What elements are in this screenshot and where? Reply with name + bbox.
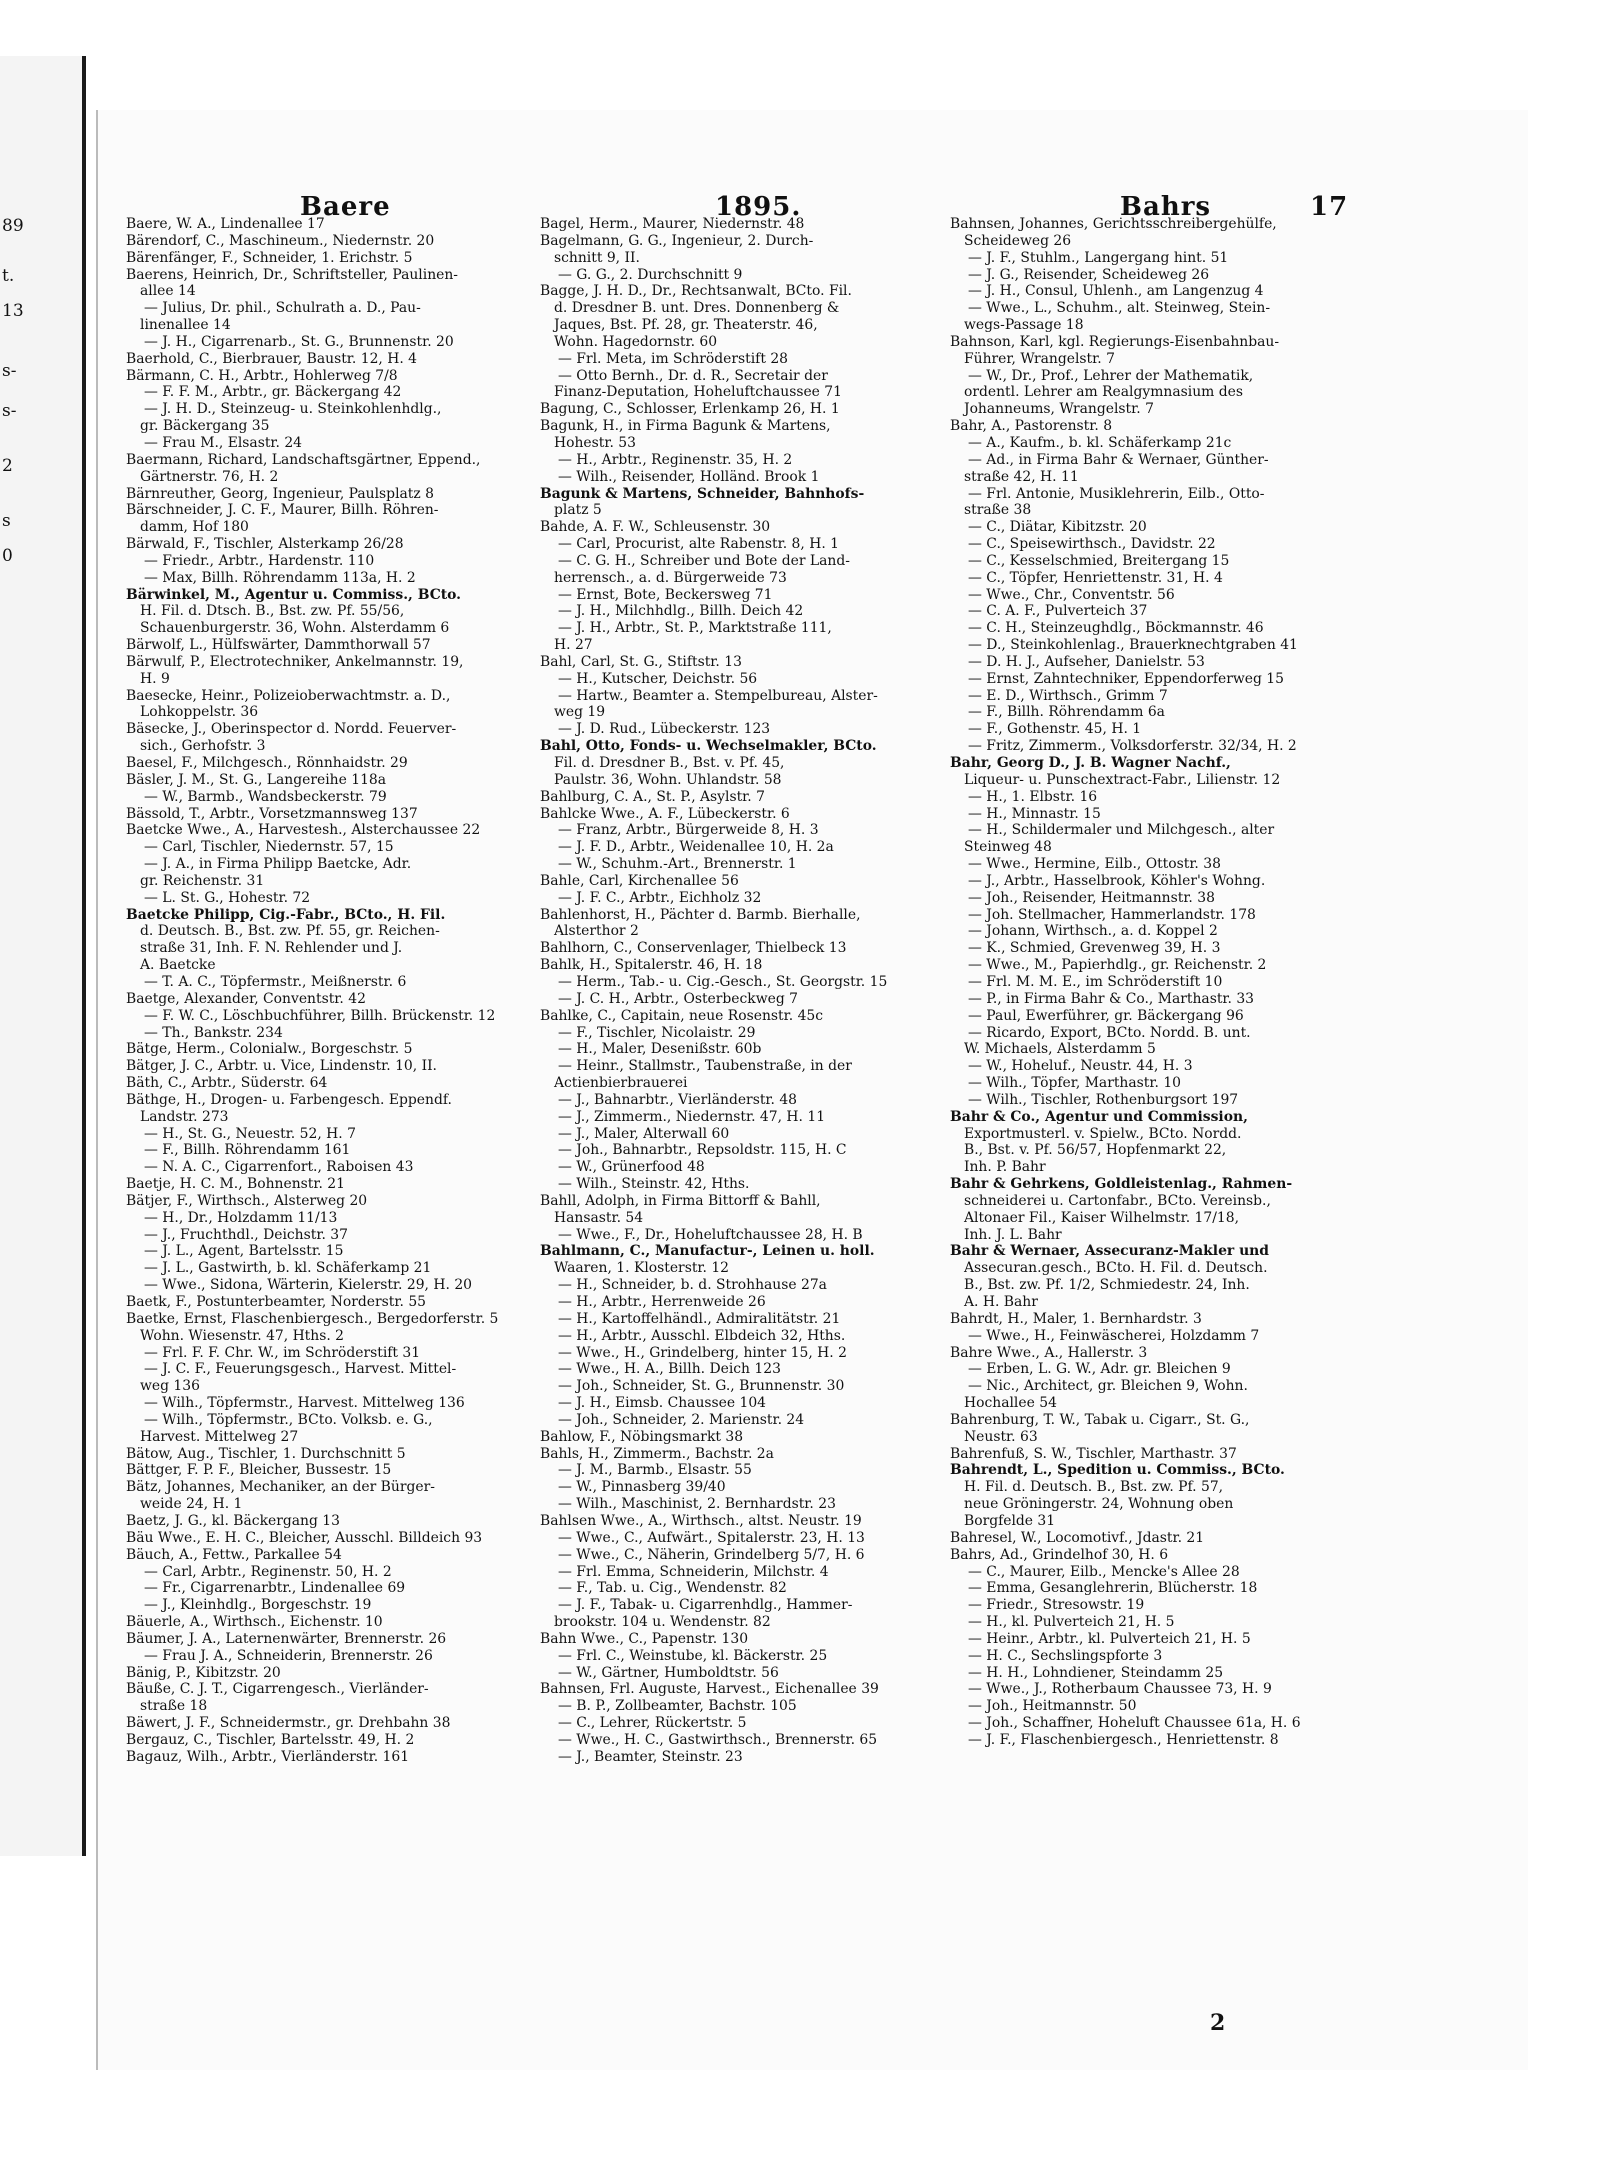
directory-entry-line: — H., Minnastr. 15 (968, 805, 1101, 822)
directory-entry-line: A. Baetcke (140, 957, 216, 974)
directory-entry-line: — Johann, Wirthsch., a. d. Koppel 2 (968, 923, 1218, 940)
directory-entry-line: — Franz, Arbtr., Bürgerweide 8, H. 3 (558, 822, 819, 839)
directory-entry-line: — Friedr., Arbtr., Hardenstr. 110 (144, 552, 375, 569)
directory-entry-line: — J. A., in Firma Philipp Baetcke, Adr. (144, 856, 412, 873)
directory-entry-line: Bagauz, Wilh., Arbtr., Vierländerstr. 161 (126, 1748, 410, 1765)
directory-entry-line: — Joh., Schneider, 2. Marienstr. 24 (558, 1411, 805, 1428)
directory-entry-line: schneiderei u. Cartonfabr., BCto. Vereinsb., (964, 1192, 1271, 1209)
directory-entry-line: Bahlhorn, C., Conservenlager, Thielbeck 13 (540, 940, 847, 957)
directory-entry-line: — Wwe., C., Aufwärt., Spitalerstr. 23, H. 13 (558, 1529, 865, 1546)
directory-entry-line: straße 38 (964, 502, 1032, 519)
directory-entry-line: — Friedr., Stresowstr. 19 (968, 1597, 1145, 1614)
directory-entry-line: platz 5 (554, 502, 602, 519)
directory-entry-line: — H., Maler, Desenißstr. 60b (558, 1041, 762, 1058)
directory-entry-line: — H., Kartoffelhändl., Admiralitätstr. 21 (558, 1310, 841, 1327)
directory-entry-line: Baetz, J. G., kl. Bäckergang 13 (126, 1512, 340, 1529)
directory-entry-line: — Frl. Emma, Schneiderin, Milchstr. 4 (558, 1563, 829, 1580)
directory-entry-line: ordentl. Lehrer am Realgymnasium des (964, 384, 1243, 401)
directory-entry-line: — H., Arbtr., Ausschl. Elbdeich 32, Hths. (558, 1327, 846, 1344)
directory-entry-line: — Wwe., C., Näherin, Grindelberg 5/7, H. 6 (558, 1546, 865, 1563)
directory-entry-line: Bahre Wwe., A., Hallerstr. 3 (950, 1344, 1148, 1361)
directory-entry-line: Bässold, T., Arbtr., Vorsetzmannsweg 137 (126, 805, 418, 822)
directory-entry-line: — J. H., Consul, Uhlenh., am Langenzug 4 (968, 283, 1264, 300)
directory-entry-line: — Paul, Ewerführer, gr. Bäckergang 96 (968, 1007, 1244, 1024)
directory-entry-line: Bänig, P., Kibitzstr. 20 (126, 1664, 281, 1681)
directory-column-3 (950, 216, 1360, 1749)
directory-entry-line: — G. G., 2. Durchschnitt 9 (558, 266, 743, 283)
directory-entry-line: — W., Gärtner, Humboldtstr. 56 (558, 1664, 779, 1681)
directory-entry-line: Bäsler, J. M., St. G., Langereihe 118a (126, 771, 387, 788)
directory-entry-line: — H., St. G., Neuestr. 52, H. 7 (144, 1125, 356, 1142)
directory-entry-line: Bahnson, Karl, kgl. Regierungs-Eisenbahnbau- (950, 333, 1280, 350)
directory-entry-line: — H., Arbtr., Herrenweide 26 (558, 1294, 766, 1310)
directory-entry-line: Baesecke, Heinr., Polizeioberwachtmstr. a. D., (126, 687, 451, 704)
directory-entry-line: Bahl, Carl, St. G., Stiftstr. 13 (540, 653, 742, 670)
directory-entry-line: Bahlcke Wwe., A. F., Lübeckerstr. 6 (540, 805, 790, 822)
directory-entry-line: A. H. Bahr (964, 1294, 1038, 1310)
directory-entry-line: — Wilh., Töpfer, Marthastr. 10 (968, 1075, 1181, 1092)
directory-entry-line: Bahr & Co., Agentur und Commission, (950, 1108, 1248, 1125)
directory-entry-line: — Wwe., Sidona, Wärterin, Kielerstr. 29, H. 20 (144, 1277, 472, 1294)
directory-entry-line: Bäwert, J. F., Schneidermstr., gr. Drehbahn 38 (126, 1715, 451, 1732)
directory-entry-line: — C., Töpfer, Henriettenstr. 31, H. 4 (968, 569, 1223, 586)
directory-entry-line: Baerens, Heinrich, Dr., Schriftsteller, Paulinen- (126, 266, 459, 283)
directory-entry-line: — Th., Bankstr. 234 (144, 1024, 283, 1041)
directory-entry-line: Altonaer Fil., Kaiser Wilhelmstr. 17/18, (964, 1209, 1239, 1226)
directory-entry-line: — D., Steinkohlenlag., Brauerknechtgraben 41 (968, 637, 1298, 654)
directory-entry-line: Assecuran.gesch., BCto. H. Fil. d. Deutsch. (964, 1260, 1268, 1277)
directory-entry-line: — J. H. D., Steinzeug- u. Steinkohlenhdlg., (144, 401, 442, 418)
directory-entry-line: Bagunk, H., in Firma Bagunk & Martens, (540, 418, 831, 435)
directory-entry-line: Bahrs, Ad., Grindelhof 30, H. 6 (950, 1546, 1169, 1563)
directory-entry-line: linenallee 14 (140, 317, 231, 334)
directory-entry-line: — F., Billh. Röhrendamm 161 (144, 1142, 351, 1159)
directory-entry-line: — Wilh., Tischler, Rothenburgsort 197 (968, 1091, 1239, 1108)
left-fragment: s- (2, 361, 17, 381)
directory-entry-line: — J. L., Agent, Bartelsstr. 15 (144, 1243, 344, 1260)
directory-entry-line: Inh. P. Bahr (964, 1159, 1046, 1176)
directory-entry-line: — H. H., Lohndiener, Steindamm 25 (968, 1664, 1224, 1681)
directory-entry-line: — J., Beamter, Steinstr. 23 (558, 1748, 743, 1765)
directory-entry-line: herrensch., a. d. Bürgerweide 73 (554, 569, 787, 586)
directory-entry-line: — H., kl. Pulverteich 21, H. 5 (968, 1614, 1175, 1631)
directory-entry-line: — W., Barmb., Wandsbeckerstr. 79 (144, 788, 387, 805)
directory-entry-line: — J. F., Tabak- u. Cigarrenhdlg., Hammer- (558, 1597, 853, 1614)
directory-entry-line: — Wwe., F., Dr., Hoheluftchaussee 28, H. B (558, 1226, 863, 1243)
directory-entry-line: — Carl, Tischler, Niedernstr. 57, 15 (144, 839, 394, 856)
directory-entry-line: — Fr., Cigarrenarbtr., Lindenallee 69 (144, 1580, 406, 1597)
adjacent-page-strip (0, 56, 86, 1856)
directory-entry-line: Bätow, Aug., Tischler, 1. Durchschnitt 5 (126, 1445, 406, 1462)
directory-entry-line: — J. L., Gastwirth, b. kl. Schäferkamp 21 (144, 1260, 432, 1277)
page-number: 17 (1310, 192, 1349, 222)
directory-entry-line: Johanneums, Wrangelstr. 7 (964, 401, 1154, 418)
directory-entry-line: — Ricardo, Export, BCto. Nordd. B. unt. (968, 1024, 1251, 1041)
directory-entry-line: weg 19 (554, 704, 606, 721)
directory-entry-line: Bahnsen, Johannes, Gerichtsschreibergehülfe, (950, 216, 1277, 232)
directory-entry-line: Scheideweg 26 (964, 232, 1072, 249)
year-heading: 1895. (715, 192, 802, 222)
directory-entry-line: Bätge, Herm., Colonialw., Borgeschstr. 5 (126, 1041, 413, 1058)
directory-entry-line: — Joh., Bahnarbtr., Repsoldstr. 115, H. C (558, 1142, 847, 1159)
directory-entry-line: — J. H., Cigarrenarb., St. G., Brunnenstr. 20 (144, 333, 454, 350)
directory-entry-line: Baetcke Philipp, Cig.-Fabr., BCto., H. Fil. (126, 906, 446, 923)
directory-entry-line: Bärenfänger, F., Schneider, 1. Erichstr. 5 (126, 249, 413, 266)
directory-entry-line: straße 31, Inh. F. N. Rehlender und J. (140, 940, 403, 957)
directory-entry-line: Bärwinkel, M., Agentur u. Commiss., BCto. (126, 586, 462, 603)
directory-entry-line: Bahlenhorst, H., Pächter d. Barmb. Bierhalle, (540, 906, 861, 923)
directory-entry-line: — Erben, L. G. W., Adr. gr. Bleichen 9 (968, 1361, 1231, 1378)
directory-entry-line: H. 9 (140, 670, 170, 687)
directory-entry-line: B., Bst. zw. Pf. 1/2, Schmiedestr. 24, Inh. (964, 1277, 1250, 1294)
directory-entry-line: — F., Tab. u. Cig., Wendenstr. 82 (558, 1580, 787, 1597)
directory-entry-line: — N. A. C., Cigarrenfort., Raboisen 43 (144, 1159, 414, 1176)
directory-entry-line: — Wwe., Hermine, Eilb., Ottostr. 38 (968, 856, 1221, 873)
directory-entry-line: Inh. J. L. Bahr (964, 1226, 1062, 1243)
directory-entry-line: Bahde, A. F. W., Schleusenstr. 30 (540, 519, 771, 536)
directory-entry-line: — A., Kaufm., b. kl. Schäferkamp 21c (968, 434, 1232, 451)
directory-entry-line: Harvest. Mittelweg 27 (140, 1428, 299, 1445)
directory-entry-line: Bäsecke, J., Oberinspector d. Nordd. Feuerver- (126, 721, 457, 738)
directory-entry-line: Bahlk, H., Spitalerstr. 46, H. 18 (540, 957, 763, 974)
directory-entry-line: — C., Maurer, Eilb., Mencke's Allee 28 (968, 1563, 1240, 1580)
directory-entry-line: Bätz, Johannes, Mechaniker, an der Bürger- (126, 1479, 435, 1496)
directory-entry-line: Exportmusterl. v. Spielw., BCto. Nordd. (964, 1125, 1242, 1142)
directory-entry-line: Lohkoppelstr. 36 (140, 704, 259, 721)
directory-entry-line: Bäthge, H., Drogen- u. Farbengesch. Eppendf. (126, 1091, 452, 1108)
directory-entry-line: — Fritz, Zimmerm., Volksdorferstr. 32/34, H. 2 (968, 738, 1297, 755)
directory-entry-line: Bäuch, A., Fettw., Parkallee 54 (126, 1546, 342, 1563)
directory-entry-line: weide 24, H. 1 (140, 1496, 243, 1513)
directory-entry-line: Hohestr. 53 (554, 434, 636, 451)
directory-entry-line: — Joh. Stellmacher, Hammerlandstr. 178 (968, 906, 1256, 923)
directory-entry-line: Bäu Wwe., E. H. C., Bleicher, Ausschl. Billdeich 93 (126, 1529, 483, 1546)
directory-entry-line: Bahresel, W., Locomotivf., Jdastr. 21 (950, 1529, 1205, 1546)
left-fragment: 13 (2, 301, 24, 321)
directory-entry-line: — E. D., Wirthsch., Grimm 7 (968, 687, 1168, 704)
left-fragment: 89 (2, 216, 24, 236)
directory-entry-line: — Frl. Antonie, Musiklehrerin, Eilb., Otto- (968, 485, 1265, 502)
directory-entry-line: Bahlke, C., Capitain, neue Rosenstr. 45c (540, 1007, 824, 1024)
directory-entry-line: Alsterthor 2 (554, 923, 639, 940)
directory-entry-line: — Frl. M. M. E., im Schröderstift 10 (968, 973, 1223, 990)
directory-entry-line: Baermann, Richard, Landschaftsgärtner, Eppend., (126, 451, 481, 468)
directory-entry-line: — Ernst, Zahntechniker, Eppendorferweg 15 (968, 670, 1284, 687)
directory-entry-line: — W., Hoheluf., Neustr. 44, H. 3 (968, 1058, 1193, 1075)
directory-entry-line: Führer, Wrangelstr. 7 (964, 350, 1115, 367)
directory-entry-line: Hochallee 54 (964, 1395, 1057, 1412)
directory-entry-line: Neustr. 63 (964, 1428, 1038, 1445)
directory-entry-line: — Max, Billh. Röhrendamm 113a, H. 2 (144, 569, 416, 586)
directory-entry-line: Bäuerle, A., Wirthsch., Eichenstr. 10 (126, 1614, 383, 1631)
directory-entry-line: — J. F., Stuhlm., Langergang hint. 51 (968, 249, 1229, 266)
directory-entry-line: — Heinr., Arbtr., kl. Pulverteich 21, H. 5 (968, 1630, 1251, 1647)
directory-entry-line: — J., Arbtr., Hasselbrook, Köhler's Wohng. (968, 872, 1266, 889)
directory-entry-line: d. Dresdner B. unt. Dres. Donnenberg & (554, 300, 840, 317)
directory-entry-line: schnitt 9, II. (554, 249, 640, 266)
directory-entry-line: Bahl, Otto, Fonds- u. Wechselmakler, BCto. (540, 738, 877, 755)
directory-entry-line: — C., Kesselschmied, Breitergang 15 (968, 552, 1230, 569)
directory-entry-line: wegs-Passage 18 (964, 317, 1084, 334)
directory-entry-line: Hansastr. 54 (554, 1209, 644, 1226)
directory-entry-line: Bärwolf, L., Hülfswärter, Dammthorwall 57 (126, 637, 431, 654)
directory-entry-line: W. Michaels, Alsterdamm 5 (964, 1041, 1156, 1058)
directory-column-2 (540, 216, 944, 1766)
directory-entry-line: — J., Bahnarbtr., Vierländerstr. 48 (558, 1091, 798, 1108)
directory-entry-line: Bahn Wwe., C., Papenstr. 130 (540, 1630, 749, 1647)
directory-entry-line: — Wwe., H. A., Billh. Deich 123 (558, 1361, 781, 1378)
directory-entry-line: — Julius, Dr. phil., Schulrath a. D., Pau- (144, 300, 421, 317)
directory-entry-line: — Joh., Schneider, St. G., Brunnenstr. 30 (558, 1378, 845, 1395)
directory-entry-line: — J. F. D., Arbtr., Weidenallee 10, H. 2a (558, 839, 834, 856)
directory-entry-line: — Frau M., Elsastr. 24 (144, 434, 303, 451)
directory-entry-line: — Otto Bernh., Dr. d. R., Secretair der (558, 367, 828, 384)
left-fragment: t. (2, 266, 15, 286)
directory-entry-line: Bagelmann, G. G., Ingenieur, 2. Durch- (540, 232, 814, 249)
directory-entry-line: weg 136 (140, 1378, 200, 1395)
directory-entry-line: Bagung, C., Schlosser, Erlenkamp 26, H. 1 (540, 401, 840, 418)
directory-entry-line: — Joh., Schaffner, Hoheluft Chaussee 61a, H. 6 (968, 1715, 1301, 1732)
left-fragment: 2 (2, 456, 13, 476)
directory-entry-line: B., Bst. v. Pf. 56/57, Hopfenmarkt 22, (964, 1142, 1227, 1159)
directory-entry-line: Steinweg 48 (964, 839, 1052, 856)
directory-entry-line: — H., Dr., Holzdamm 11/13 (144, 1209, 338, 1226)
directory-entry-line: — W., Pinnasberg 39/40 (558, 1479, 726, 1496)
directory-entry-line: — J., Zimmerm., Niedernstr. 47, H. 11 (558, 1108, 826, 1125)
directory-entry-line: — Wwe., H., Feinwäscherei, Holzdamm 7 (968, 1327, 1260, 1344)
directory-entry-line: Baetke, Ernst, Flaschenbiergesch., Bergedorferstr. 5 (126, 1310, 499, 1327)
directory-entry-line: — Frl. Meta, im Schröderstift 28 (558, 350, 788, 367)
directory-entry-line: — W., Schuhm.-Art., Brennerstr. 1 (558, 856, 797, 873)
directory-entry-line: Wohn. Hagedornstr. 60 (554, 333, 718, 350)
directory-entry-line: Bahlow, F., Nöbingsmarkt 38 (540, 1428, 744, 1445)
directory-entry-line: Bahrenfuß, S. W., Tischler, Marthastr. 37 (950, 1445, 1237, 1462)
directory-entry-line: d. Deutsch. B., Bst. zw. Pf. 55, gr. Reichen- (140, 923, 440, 940)
directory-entry-line: — Wilh., Töpfermstr., Harvest. Mittelweg 136 (144, 1395, 465, 1412)
directory-entry-line: Bagel, Herm., Maurer, Niedernstr. 48 (540, 216, 805, 232)
directory-entry-line: — Nic., Architect, gr. Bleichen 9, Wohn. (968, 1378, 1248, 1395)
directory-entry-line: — K., Schmied, Grevenweg 39, H. 3 (968, 940, 1221, 957)
directory-entry-line: — Hartw., Beamter a. Stempelbureau, Alster- (558, 687, 878, 704)
directory-entry-line: — J. G., Reisender, Scheideweg 26 (968, 266, 1210, 283)
directory-entry-line: — H., Kutscher, Deichstr. 56 (558, 670, 758, 687)
directory-entry-line: Baetk, F., Postunterbeamter, Norderstr. 55 (126, 1294, 427, 1310)
directory-entry-line: — C., Speisewirthsch., Davidstr. 22 (968, 536, 1216, 553)
directory-entry-line: Bäumer, J. A., Laternenwärter, Brennerstr. 26 (126, 1630, 447, 1647)
directory-entry-line: Bagge, J. H. D., Dr., Rechtsanwalt, BCto. Fil. (540, 283, 852, 300)
directory-entry-line: Liqueur- u. Punschextract-Fabr., Lilienstr. 12 (964, 771, 1281, 788)
directory-entry-line: — J. H., Arbtr., St. P., Marktstraße 111, (558, 620, 832, 637)
directory-entry-line: — Heinr., Stallmstr., Taubenstraße, in der (558, 1058, 852, 1075)
running-head-right: Bahrs (1120, 192, 1212, 222)
directory-entry-line: — J., Maler, Alterwall 60 (558, 1125, 730, 1142)
directory-entry-line: — Frl. F. F. Chr. W., im Schröderstift 31 (144, 1344, 421, 1361)
directory-entry-line: Schauenburgerstr. 36, Wohn. Alsterdamm 6 (140, 620, 450, 637)
directory-entry-line: — C. G. H., Schreiber und Bote der Land- (558, 552, 850, 569)
directory-entry-line: Baesel, F., Milchgesch., Rönnhaidstr. 29 (126, 755, 408, 771)
directory-entry-line: gr. Bäckergang 35 (140, 418, 270, 435)
directory-column-1 (126, 216, 536, 1766)
directory-entry-line: — Wwe., J., Rotherbaum Chaussee 73, H. 9 (968, 1681, 1272, 1698)
directory-entry-line: Bahr & Wernaer, Assecuranz-Makler und (950, 1243, 1269, 1260)
directory-entry-line: Jaques, Bst. Pf. 28, gr. Theaterstr. 46, (554, 317, 818, 334)
directory-entry-line: Bahr & Gehrkens, Goldleistenlag., Rahmen- (950, 1176, 1293, 1193)
directory-entry-line: — J. M., Barmb., Elsastr. 55 (558, 1462, 752, 1479)
directory-entry-line: Bärwald, F., Tischler, Alsterkamp 26/28 (126, 536, 404, 553)
directory-entry-line: — B. P., Zollbeamter, Bachstr. 105 (558, 1698, 797, 1715)
directory-entry-line: H. Fil. d. Deutsch. B., Bst. zw. Pf. 57, (964, 1479, 1224, 1496)
directory-entry-line: — H. C., Sechslingspforte 3 (968, 1647, 1163, 1664)
directory-entry-line: — Frl. C., Weinstube, kl. Bäckerstr. 25 (558, 1647, 828, 1664)
directory-entry-line: Actienbierbrauerei (554, 1075, 688, 1092)
directory-entry-line: — J. C. H., Arbtr., Osterbeckweg 7 (558, 990, 798, 1007)
directory-entry-line: — J. H., Milchhdlg., Billh. Deich 42 (558, 603, 804, 620)
directory-entry-line: Bätger, J. C., Arbtr. u. Vice, Lindenstr. 10, II. (126, 1058, 437, 1075)
directory-entry-line: Bergauz, C., Tischler, Bartelsstr. 49, H. 2 (126, 1731, 415, 1748)
left-fragment: 0 (2, 546, 13, 566)
directory-entry-line: Bätjer, F., Wirthsch., Alsterweg 20 (126, 1192, 368, 1209)
directory-entry-line: — Joh., Reisender, Heitmannstr. 38 (968, 889, 1215, 906)
directory-entry-line: Waaren, 1. Klosterstr. 12 (554, 1260, 730, 1277)
directory-entry-line: — P., in Firma Bahr & Co., Marthastr. 33 (968, 990, 1255, 1007)
directory-entry-line: — Wilh., Töpfermstr., BCto. Volksb. e. G., (144, 1411, 433, 1428)
directory-entry-line: brookstr. 104 u. Wendenstr. 82 (554, 1614, 771, 1631)
directory-entry-line: Bäth, C., Arbtr., Süderstr. 64 (126, 1075, 328, 1092)
directory-entry-line: — J. F., Flaschenbiergesch., Henriettenstr. 8 (968, 1731, 1279, 1748)
directory-entry-line: — J. F. C., Arbtr., Eichholz 32 (558, 889, 762, 906)
directory-entry-line: — C. H., Steinzeughdlg., Böckmannstr. 46 (968, 620, 1264, 637)
left-fragment: s (2, 511, 11, 531)
directory-entry-line: Baerhold, C., Bierbrauer, Baustr. 12, H. 4 (126, 350, 418, 367)
directory-entry-line: Bärnreuther, Georg, Ingenieur, Paulsplatz 8 (126, 485, 434, 502)
directory-entry-line: straße 18 (140, 1698, 208, 1715)
directory-entry-line: — Carl, Procurist, alte Rabenstr. 8, H. 1 (558, 536, 839, 553)
directory-entry-line: — Carl, Arbtr., Reginenstr. 50, H. 2 (144, 1563, 392, 1580)
directory-entry-line: Bahle, Carl, Kirchenallee 56 (540, 872, 739, 889)
directory-entry-line: — J. H., Eimsb. Chaussee 104 (558, 1395, 767, 1412)
directory-entry-line: — F., Gothenstr. 45, H. 1 (968, 721, 1142, 738)
directory-entry-line: — Herm., Tab.- u. Cig.-Gesch., St. Georgstr. 15 (558, 973, 888, 990)
directory-entry-line: Baetge, Alexander, Conventstr. 42 (126, 990, 366, 1007)
directory-entry-line: — F., Tischler, Nicolaistr. 29 (558, 1024, 756, 1041)
directory-entry-line: Wohn. Wiesenstr. 47, Hths. 2 (140, 1327, 345, 1344)
directory-entry-line: — H., 1. Elbstr. 16 (968, 788, 1098, 805)
directory-entry-line: — H., Schneider, b. d. Strohhause 27a (558, 1277, 827, 1294)
directory-entry-line: allee 14 (140, 283, 196, 300)
directory-entry-line: H. 27 (554, 637, 593, 654)
directory-entry-line: Bäuße, C. J. T., Cigarrengesch., Vierländer- (126, 1681, 429, 1698)
directory-entry-line: — F. F. M., Arbtr., gr. Bäckergang 42 (144, 384, 402, 401)
directory-entry-line: — Wwe., H., Grindelberg, hinter 15, H. 2 (558, 1344, 847, 1361)
directory-entry-line: Bärschneider, J. C. F., Maurer, Billh. Röhren- (126, 502, 439, 519)
directory-entry-line: — Wwe., Chr., Conventstr. 56 (968, 586, 1175, 603)
directory-entry-line: — Wilh., Reisender, Holländ. Brook 1 (558, 468, 820, 485)
directory-entry-line: Bahrdt, H., Maler, 1. Bernhardstr. 3 (950, 1310, 1202, 1327)
directory-entry-line: — Joh., Heitmannstr. 50 (968, 1698, 1137, 1715)
directory-entry-line: sich., Gerhofstr. 3 (140, 738, 266, 755)
directory-entry-line: Bärmann, C. H., Arbtr., Hohlerweg 7/8 (126, 367, 398, 384)
directory-entry-line: — L. St. G., Hohestr. 72 (144, 889, 311, 906)
directory-entry-line: Landstr. 273 (140, 1108, 229, 1125)
directory-entry-line: Gärtnerstr. 76, H. 2 (140, 468, 279, 485)
directory-entry-line: — Wilh., Maschinist, 2. Bernhardstr. 23 (558, 1496, 836, 1513)
directory-entry-line: — T. A. C., Töpfermstr., Meißnerstr. 6 (144, 973, 407, 990)
directory-entry-line: neue Gröningerstr. 24, Wohnung oben (964, 1496, 1234, 1513)
directory-entry-line: — Frau J. A., Schneiderin, Brennerstr. 26 (144, 1647, 433, 1664)
directory-entry-line: Finanz-Deputation, Hoheluftchaussee 71 (554, 384, 842, 401)
directory-entry-line: — F. W. C., Löschbuchführer, Billh. Brückenstr. 12 (144, 1007, 496, 1024)
directory-entry-line: Bärwulf, P., Electrotechniker, Ankelmannstr. 19, (126, 653, 464, 670)
directory-entry-line: — Wilh., Steinstr. 42, Hths. (558, 1176, 750, 1193)
directory-entry-line: gr. Reichenstr. 31 (140, 872, 265, 889)
directory-entry-line: straße 42, H. 11 (964, 468, 1079, 485)
directory-entry-line: — H., Schildermaler und Milchgesch., alter (968, 822, 1275, 839)
directory-entry-line: — J., Fruchthdl., Deichstr. 37 (144, 1226, 348, 1243)
directory-entry-line: — W., Grünerfood 48 (558, 1159, 705, 1176)
directory-entry-line: Bahll, Adolph, in Firma Bittorff & Bahll, (540, 1192, 821, 1209)
directory-entry-line: Baere, W. A., Lindenallee 17 (126, 216, 325, 232)
directory-entry-line: Paulstr. 36, Wohn. Uhlandstr. 58 (554, 771, 782, 788)
directory-entry-line: — Ernst, Bote, Beckersweg 71 (558, 586, 773, 603)
directory-entry-line: Bahlmann, C., Manufactur-, Leinen u. holl. (540, 1243, 875, 1260)
directory-entry-line: Bahlsen Wwe., A., Wirthsch., altst. Neustr. 19 (540, 1512, 862, 1529)
directory-entry-line: — W., Dr., Prof., Lehrer der Mathematik, (968, 367, 1254, 384)
directory-entry-line: Baetcke Wwe., A., Harvestesh., Alsterchaussee 22 (126, 822, 481, 839)
directory-entry-line: — Wwe., M., Papierhdlg., gr. Reichenstr. 2 (968, 957, 1267, 974)
directory-entry-line: Borgfelde 31 (964, 1512, 1056, 1529)
page-binding-edge (82, 56, 86, 1856)
directory-entry-line: — Emma, Gesanglehrerin, Blücherstr. 18 (968, 1580, 1258, 1597)
directory-entry-line: Bahrenburg, T. W., Tabak u. Cigarr., St. G., (950, 1411, 1250, 1428)
left-fragment: s- (2, 401, 17, 421)
directory-entry-line: — J. C. F., Feuerungsgesch., Harvest. Mittel- (144, 1361, 457, 1378)
directory-entry-line: Bahnsen, Frl. Auguste, Harvest., Eichenallee 39 (540, 1681, 879, 1698)
directory-entry-line: Bahls, H., Zimmerm., Bachstr. 2a (540, 1445, 774, 1462)
directory-entry-line: — Ad., in Firma Bahr & Wernaer, Günther- (968, 451, 1269, 468)
directory-entry-line: Bahr, A., Pastorenstr. 8 (950, 418, 1113, 435)
directory-entry-line: Bättger, F. P. F., Bleicher, Bussestr. 15 (126, 1462, 392, 1479)
directory-entry-line: Bahr, Georg D., J. B. Wagner Nachf., (950, 755, 1231, 771)
directory-entry-line: — C. A. F., Pulverteich 37 (968, 603, 1148, 620)
directory-entry-line: — Wwe., H. C., Gastwirthsch., Brennerstr. 65 (558, 1731, 878, 1748)
directory-entry-line: Fil. d. Dresdner B., Bst. v. Pf. 45, (554, 755, 785, 771)
directory-entry-line: damm, Hof 180 (140, 519, 249, 536)
directory-entry-line: — D. H. J., Aufseher, Danielstr. 53 (968, 653, 1205, 670)
directory-entry-line: Bärendorf, C., Maschineum., Niedernstr. 20 (126, 232, 435, 249)
directory-entry-line: Baetje, H. C. M., Bohnenstr. 21 (126, 1176, 345, 1193)
directory-entry-line: H. Fil. d. Dtsch. B., Bst. zw. Pf. 55/56, (140, 603, 405, 620)
directory-entry-line: — F., Billh. Röhrendamm 6a (968, 704, 1165, 721)
directory-entry-line: — J. D. Rud., Lübeckerstr. 123 (558, 721, 771, 738)
directory-entry-line: Bahrendt, L., Spedition u. Commiss., BCto. (950, 1462, 1285, 1479)
directory-entry-line: Bahlburg, C. A., St. P., Asylstr. 7 (540, 788, 765, 805)
directory-entry-line: — J., Kleinhdlg., Borgeschstr. 19 (144, 1597, 372, 1614)
directory-entry-line: Bagunk & Martens, Schneider, Bahnhofs- (540, 485, 865, 502)
signature-mark: 2 (1210, 2010, 1226, 2036)
directory-entry-line: — Wwe., L., Schuhm., alt. Steinweg, Stein- (968, 300, 1271, 317)
directory-entry-line: — C., Lehrer, Rückertstr. 5 (558, 1715, 747, 1732)
directory-entry-line: — H., Arbtr., Reginenstr. 35, H. 2 (558, 451, 793, 468)
running-head-left: Baere (300, 192, 391, 222)
directory-entry-line: — C., Diätar, Kibitzstr. 20 (968, 519, 1147, 536)
